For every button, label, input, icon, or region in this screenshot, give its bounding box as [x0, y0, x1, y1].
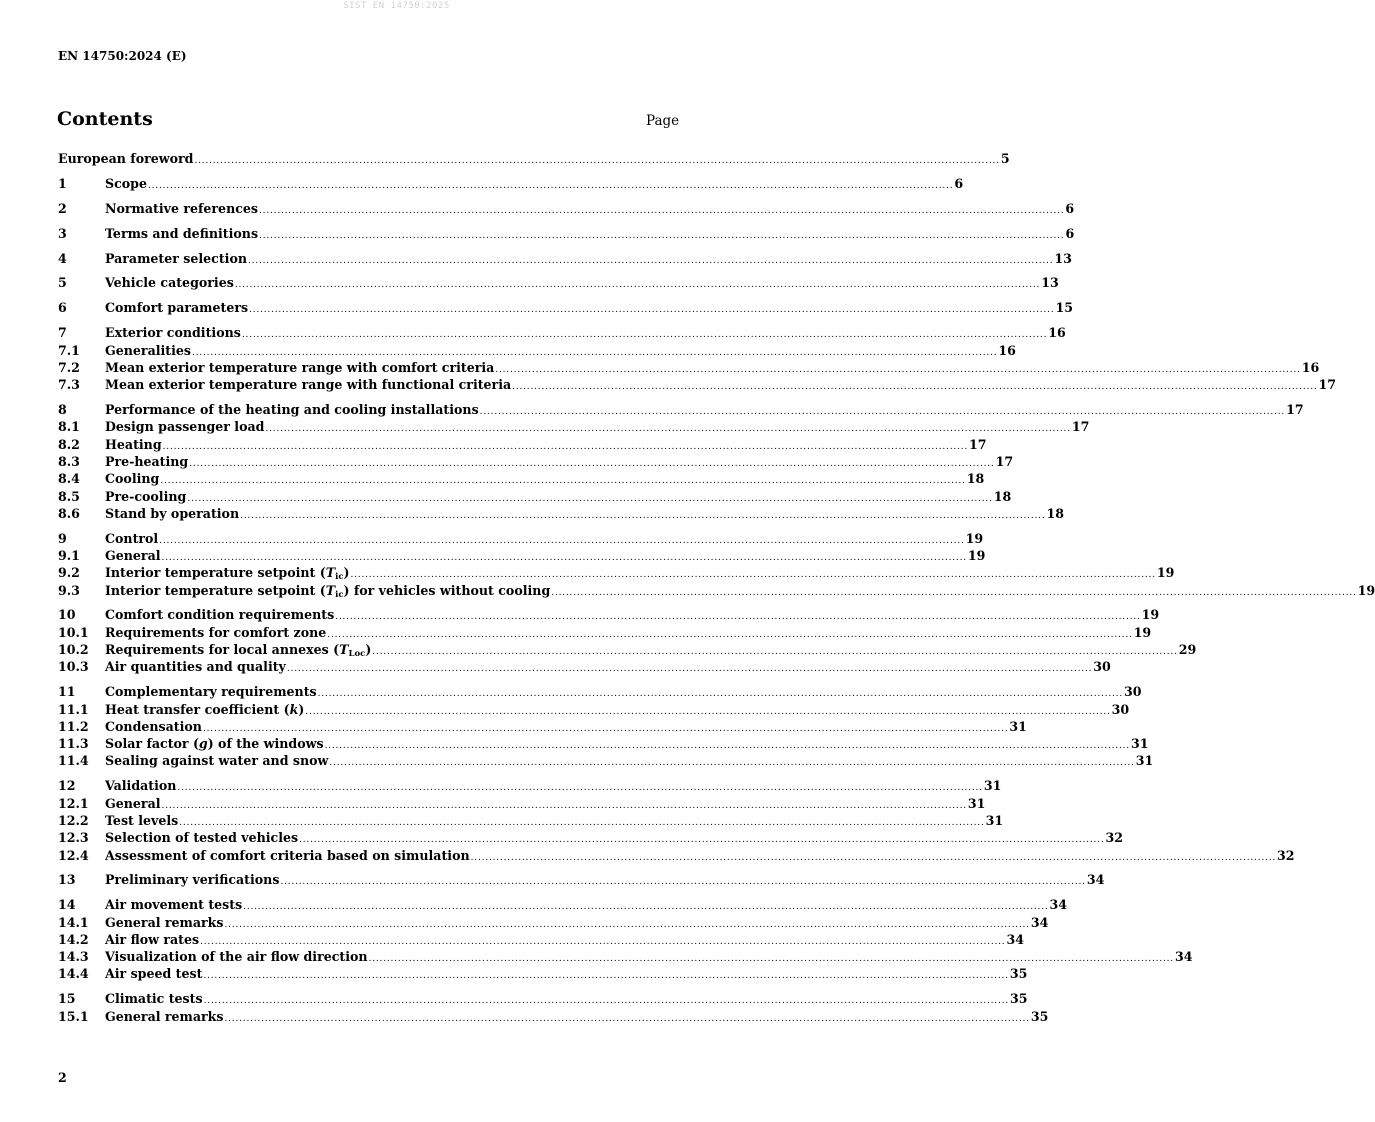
toc-entry-title: Complementary requirements — [105, 684, 317, 700]
toc-entry-page: 18 — [966, 471, 985, 487]
toc-entry[interactable] — [58, 453, 1014, 470]
toc-entry[interactable] — [58, 342, 1016, 359]
toc-entry-page: 35 — [1030, 1008, 1049, 1024]
watermark: SIST EN 14750:2025 — [343, 1, 450, 11]
toc-entry-number: 10.3 — [58, 659, 89, 675]
toc-leader-dots: ............................................................................................................................................................................................................................ — [335, 612, 1141, 623]
toc-leader-dots: ............................................................................................................................................................................................................................ — [161, 800, 967, 811]
toc-entry-page: 31 — [1009, 718, 1027, 734]
toc-entry-title: Generalities — [105, 342, 192, 358]
toc-leader-dots: ............................................................................................................................................................................................................................ — [159, 535, 965, 546]
toc-entry[interactable] — [58, 718, 1027, 735]
toc-entry-title: Heat transfer coefficient (k) — [105, 701, 305, 717]
toc-entry[interactable] — [58, 150, 1010, 167]
toc-entry[interactable] — [58, 274, 1059, 291]
toc-leader-dots: ............................................................................................................................................................................................................................ — [512, 382, 1318, 393]
toc-entry[interactable] — [58, 829, 1124, 846]
toc-leader-dots: ............................................................................................................................................................................................................................ — [147, 180, 954, 191]
toc-entry-number: 7.1 — [58, 342, 80, 358]
toc-entry-title: Control — [105, 530, 159, 546]
toc-entry-title: General remarks — [105, 1008, 224, 1024]
toc-entry-title: Validation — [105, 778, 177, 794]
toc-entry-number: 8.2 — [58, 436, 80, 452]
toc-entry-number: 11.1 — [58, 701, 89, 717]
toc-entry[interactable] — [58, 470, 985, 487]
toc-entry-title: Mean exterior temperature range with comfort criteria — [105, 359, 495, 375]
toc-entry[interactable] — [58, 547, 986, 564]
toc-entry-number: 9.1 — [58, 547, 80, 563]
toc-entry-number: 14.2 — [58, 931, 89, 947]
toc-entry-page: 6 — [954, 175, 964, 191]
toc-entry-title: Visualization of the air flow direction — [105, 949, 368, 965]
toc-entry-title: Air flow rates — [105, 931, 200, 947]
toc-entry[interactable] — [58, 896, 1068, 913]
toc-entry-number: 6 — [58, 300, 67, 316]
toc-entry[interactable] — [58, 418, 1090, 435]
toc-entry-page: 18 — [1046, 505, 1065, 521]
toc-entry-title: Stand by operation — [105, 505, 240, 521]
toc-entry[interactable] — [58, 299, 1073, 316]
toc-entry-page: 16 — [1048, 325, 1066, 341]
toc-entry-page: 16 — [1301, 359, 1320, 375]
contents-heading: Contents — [57, 108, 153, 130]
toc-leader-dots: ............................................................................................................................................................................................................................ — [177, 783, 983, 794]
toc-leader-dots: ............................................................................................................................................................................................................................ — [327, 629, 1133, 640]
toc-entry[interactable] — [58, 752, 1154, 769]
toc-entry-title: Comfort condition requirements — [105, 607, 335, 623]
toc-entry-page: 34 — [1086, 872, 1105, 888]
page-number: 2 — [58, 1070, 67, 1085]
toc-leader-dots: ............................................................................................................................................................................................................................ — [259, 205, 1065, 216]
toc-leader-dots: ............................................................................................................................................................................................................................ — [368, 954, 1174, 965]
toc-entry[interactable] — [58, 847, 1295, 864]
toc-entry-title: Performance of the heating and cooling installations — [105, 402, 479, 418]
toc-entry-number: 14.3 — [58, 949, 89, 965]
toc-entry-title: General — [105, 795, 161, 811]
toc-entry-title: Assessment of comfort criteria based on simulation — [105, 847, 470, 863]
toc-entry-page: 35 — [1009, 966, 1028, 982]
toc-entry[interactable] — [58, 359, 1320, 376]
toc-entry-page: 6 — [1065, 225, 1075, 241]
toc-leader-dots: ............................................................................................................................................................................................................................ — [470, 852, 1277, 863]
toc-entry-page: 31 — [983, 778, 1002, 794]
toc-entry[interactable] — [58, 795, 986, 812]
toc-entry-page: 5 — [1000, 151, 1010, 166]
table-of-contents — [58, 150, 1375, 1025]
toc-entry[interactable] — [58, 914, 1049, 931]
toc-entry-number: 12.1 — [58, 795, 89, 811]
toc-entry[interactable] — [58, 564, 1175, 583]
toc-entry-number: 15 — [58, 991, 76, 1007]
toc-entry-number: 3 — [58, 225, 67, 241]
toc-entry-number: 7 — [58, 325, 67, 341]
toc-leader-dots: ............................................................................................................................................................................................................................ — [305, 706, 1111, 717]
toc-entry-page: 31 — [985, 812, 1004, 828]
toc-leader-dots: ............................................................................................................................................................................................................................ — [350, 570, 1156, 581]
toc-leader-dots: ............................................................................................................................................................................................................................ — [203, 971, 1009, 982]
toc-entry-title: Mean exterior temperature range with functional criteria — [105, 377, 512, 393]
toc-entry-title: Air movement tests — [105, 897, 243, 913]
toc-entry[interactable] — [58, 376, 1337, 393]
toc-entry-title: European foreword — [58, 151, 194, 166]
toc-entry-page: 19 — [1133, 624, 1152, 640]
toc-leader-dots: ............................................................................................................................................................................................................................ — [200, 936, 1006, 947]
toc-entry-number: 10.2 — [58, 642, 89, 658]
toc-entry[interactable] — [58, 175, 964, 192]
toc-entry-title: Design passenger load — [105, 419, 265, 435]
toc-entry-title: Preliminary verifications — [105, 872, 280, 888]
toc-entry-number: 7.3 — [58, 377, 80, 393]
toc-leader-dots: ............................................................................................................................................................................................................................ — [187, 493, 993, 504]
page-column-label: Page — [646, 113, 680, 129]
toc-leader-dots: ............................................................................................................................................................................................................................ — [324, 741, 1130, 752]
toc-leader-dots: ............................................................................................................................................................................................................................ — [234, 280, 1041, 291]
document-id: EN 14750:2024 (E) — [58, 49, 187, 63]
toc-entry-page: 34 — [1049, 897, 1068, 913]
toc-leader-dots: ............................................................................................................................................................................................................................ — [286, 664, 1093, 675]
toc-entry-number: 14.4 — [58, 966, 89, 982]
toc-entry-page: 17 — [969, 436, 987, 452]
toc-entry-number: 8.5 — [58, 488, 80, 504]
toc-entry-title: Interior temperature setpoint $(T_{ic})$ — [105, 565, 350, 583]
toc-entry-title: Interior temperature setpoint $(T_{ic})$ for vehicles without cooling — [105, 582, 551, 600]
toc-leader-dots: ............................................................................................................................................................................................................................ — [189, 458, 995, 469]
toc-entry-number: 5 — [58, 275, 67, 291]
toc-entry-number: 12.4 — [58, 847, 89, 863]
toc-entry-title: Requirements for local annexes $(T_{Loc})$ — [105, 642, 372, 660]
toc-entry-title: Exterior conditions — [105, 325, 241, 341]
toc-leader-dots: ............................................................................................................................................................................................................................ — [194, 156, 1000, 166]
toc-entry-page: 30 — [1111, 701, 1130, 717]
toc-entry[interactable] — [58, 401, 1304, 418]
toc-leader-dots: ............................................................................................................................................................................................................................ — [203, 996, 1009, 1007]
toc-entry-page: 13 — [1054, 250, 1072, 266]
toc-entry-page: 34 — [1174, 949, 1193, 965]
toc-entry-title: Condensation — [105, 718, 202, 734]
toc-entry-title: Normative references — [105, 200, 259, 216]
toc-leader-dots: ............................................................................................................................................................................................................................ — [161, 552, 967, 563]
toc-entry-page: 31 — [1135, 753, 1154, 769]
toc-leader-dots: ............................................................................................................................................................................................................................ — [179, 817, 985, 828]
toc-entry-number: 15.1 — [58, 1008, 89, 1024]
toc-entry[interactable] — [58, 812, 1004, 829]
toc-entry-title: Pre-heating — [105, 453, 189, 469]
toc-leader-dots: ............................................................................................................................................................................................................................ — [241, 330, 1048, 341]
toc-entry-title: Comfort parameters — [105, 300, 249, 316]
toc-leader-dots: ............................................................................................................................................................................................................................ — [243, 902, 1049, 913]
toc-entry[interactable] — [58, 1008, 1049, 1025]
toc-entry-title: Cooling — [105, 471, 160, 487]
toc-entry[interactable] — [58, 324, 1066, 341]
toc-entry-page: 34 — [1006, 931, 1024, 947]
toc-entry-number: 12 — [58, 778, 76, 794]
toc-entry-title: Scope — [105, 175, 147, 191]
toc-entry-title: Parameter selection — [105, 250, 247, 266]
toc-entry-number: 14.1 — [58, 914, 89, 930]
toc-entry[interactable] — [58, 436, 987, 453]
toc-entry-title: Pre-cooling — [105, 488, 187, 504]
toc-entry-number: 2 — [58, 200, 67, 216]
toc-entry-number: 11.2 — [58, 718, 89, 734]
toc-entry-number: 8.1 — [58, 419, 80, 435]
toc-entry-page: 16 — [998, 342, 1016, 358]
toc-entry-number: 7.2 — [58, 359, 80, 375]
toc-entry-page: 19 — [1156, 565, 1175, 581]
toc-leader-dots: ............................................................................................................................................................................................................................ — [249, 305, 1055, 316]
toc-entry-title: Sealing against water and snow — [105, 753, 329, 769]
toc-entry[interactable] — [58, 871, 1105, 888]
toc-leader-dots: ............................................................................................................................................................................................................................ — [240, 510, 1046, 521]
toc-entry-number: 9.2 — [58, 565, 80, 581]
toc-entry[interactable] — [58, 641, 1197, 660]
toc-entry-page: 19 — [967, 547, 986, 563]
toc-entry[interactable] — [58, 931, 1024, 948]
toc-entry-page: 6 — [1065, 200, 1075, 216]
toc-entry[interactable] — [58, 530, 984, 547]
toc-entry-title: General — [105, 547, 161, 563]
toc-entry-number: 4 — [58, 250, 67, 266]
toc-entry-number: 9.3 — [58, 582, 80, 598]
toc-entry-page: 17 — [995, 453, 1014, 469]
toc-entry[interactable] — [58, 658, 1111, 675]
toc-entry-number: 8.6 — [58, 505, 80, 521]
toc-entry[interactable] — [58, 225, 1075, 242]
toc-entry-page: 17 — [1286, 402, 1304, 418]
toc-entry-page: 29 — [1178, 642, 1197, 658]
toc-entry-page: 31 — [967, 795, 986, 811]
toc-entry-number: 9 — [58, 530, 67, 546]
toc-entry[interactable] — [58, 200, 1075, 217]
toc-entry-page: 31 — [1130, 736, 1149, 752]
toc-entry-number: 14 — [58, 897, 76, 913]
toc-entry-title: Air speed test — [105, 966, 203, 982]
toc-leader-dots: ............................................................................................................................................................................................................................ — [265, 424, 1071, 435]
toc-leader-dots: ............................................................................................................................................................................................................................ — [162, 441, 969, 452]
toc-entry-number: 11 — [58, 684, 76, 700]
toc-entry[interactable] — [58, 777, 1002, 794]
toc-leader-dots: ............................................................................................................................................................................................................................ — [551, 587, 1357, 598]
toc-entry-number: 13 — [58, 872, 76, 888]
toc-entry[interactable] — [58, 735, 1149, 752]
toc-entry-page: 17 — [1318, 377, 1337, 393]
toc-entry[interactable] — [58, 683, 1142, 700]
toc-entry[interactable] — [58, 948, 1193, 965]
toc-leader-dots: ............................................................................................................................................................................................................................ — [495, 364, 1301, 375]
toc-leader-dots: ............................................................................................................................................................................................................................ — [479, 407, 1286, 418]
toc-entry-page: 32 — [1105, 830, 1124, 846]
toc-entry-page: 35 — [1009, 991, 1028, 1007]
toc-entry-page: 17 — [1071, 419, 1090, 435]
toc-leader-dots: ............................................................................................................................................................................................................................ — [329, 758, 1135, 769]
toc-entry-number: 8.4 — [58, 471, 80, 487]
toc-entry-title: General remarks — [105, 914, 224, 930]
toc-entry-title: Climatic tests — [105, 991, 203, 1007]
toc-entry-title: Vehicle categories — [105, 275, 234, 291]
toc-entry[interactable] — [58, 965, 1028, 982]
toc-entry-title: Air quantities and quality — [105, 659, 286, 675]
toc-entry-title: Test levels — [105, 812, 179, 828]
toc-leader-dots: ............................................................................................................................................................................................................................ — [224, 919, 1030, 930]
toc-entry[interactable] — [58, 701, 1130, 718]
toc-entry-number: 12.2 — [58, 812, 89, 828]
toc-entry-page: 19 — [1357, 582, 1375, 598]
toc-entry-page: 32 — [1277, 847, 1295, 863]
toc-entry-page: 19 — [1141, 607, 1160, 623]
toc-leader-dots: ............................................................................................................................................................................................................................ — [248, 255, 1054, 266]
toc-entry-page: 13 — [1041, 275, 1059, 291]
toc-entry-title: Terms and definitions — [105, 225, 259, 241]
toc-entry-number: 1 — [58, 175, 67, 191]
toc-entry[interactable] — [58, 624, 1152, 641]
toc-entry-title: Heating — [105, 436, 162, 452]
toc-entry-title: Requirements for comfort zone — [105, 624, 327, 640]
toc-leader-dots: ............................................................................................................................................................................................................................ — [192, 347, 998, 358]
toc-entry-page: 30 — [1093, 659, 1111, 675]
toc-entry-page: 30 — [1124, 684, 1142, 700]
toc-entry-page: 15 — [1055, 300, 1073, 316]
toc-entry[interactable] — [58, 990, 1028, 1007]
toc-entry[interactable] — [58, 250, 1072, 267]
toc-leader-dots: ............................................................................................................................................................................................................................ — [259, 230, 1065, 241]
toc-entry[interactable] — [58, 505, 1065, 522]
toc-leader-dots: ............................................................................................................................................................................................................................ — [372, 647, 1178, 658]
toc-leader-dots: ............................................................................................................................................................................................................................ — [224, 1013, 1030, 1024]
toc-leader-dots: ............................................................................................................................................................................................................................ — [299, 835, 1105, 846]
toc-leader-dots: ............................................................................................................................................................................................................................ — [280, 877, 1086, 888]
toc-entry[interactable] — [58, 488, 1012, 505]
toc-entry-number: 11.3 — [58, 736, 89, 752]
toc-leader-dots: ............................................................................................................................................................................................................................ — [317, 689, 1123, 700]
toc-leader-dots: ............................................................................................................................................................................................................................ — [202, 723, 1009, 734]
toc-entry-number: 10 — [58, 607, 76, 623]
toc-leader-dots: ............................................................................................................................................................................................................................ — [160, 476, 966, 487]
toc-entry-number: 8.3 — [58, 453, 80, 469]
toc-entry-page: 34 — [1030, 914, 1049, 930]
toc-entry-number: 8 — [58, 402, 67, 418]
toc-entry[interactable] — [58, 606, 1160, 623]
toc-entry-number: 12.3 — [58, 830, 89, 846]
toc-entry-number: 10.1 — [58, 624, 89, 640]
toc-entry-page: 18 — [993, 488, 1012, 504]
toc-entry-page: 19 — [965, 530, 984, 546]
toc-entry[interactable] — [58, 582, 1375, 600]
toc-entry-number: 11.4 — [58, 753, 89, 769]
toc-entry-title: Solar factor (g) of the windows — [105, 736, 324, 752]
toc-entry-title: Selection of tested vehicles — [105, 830, 299, 846]
